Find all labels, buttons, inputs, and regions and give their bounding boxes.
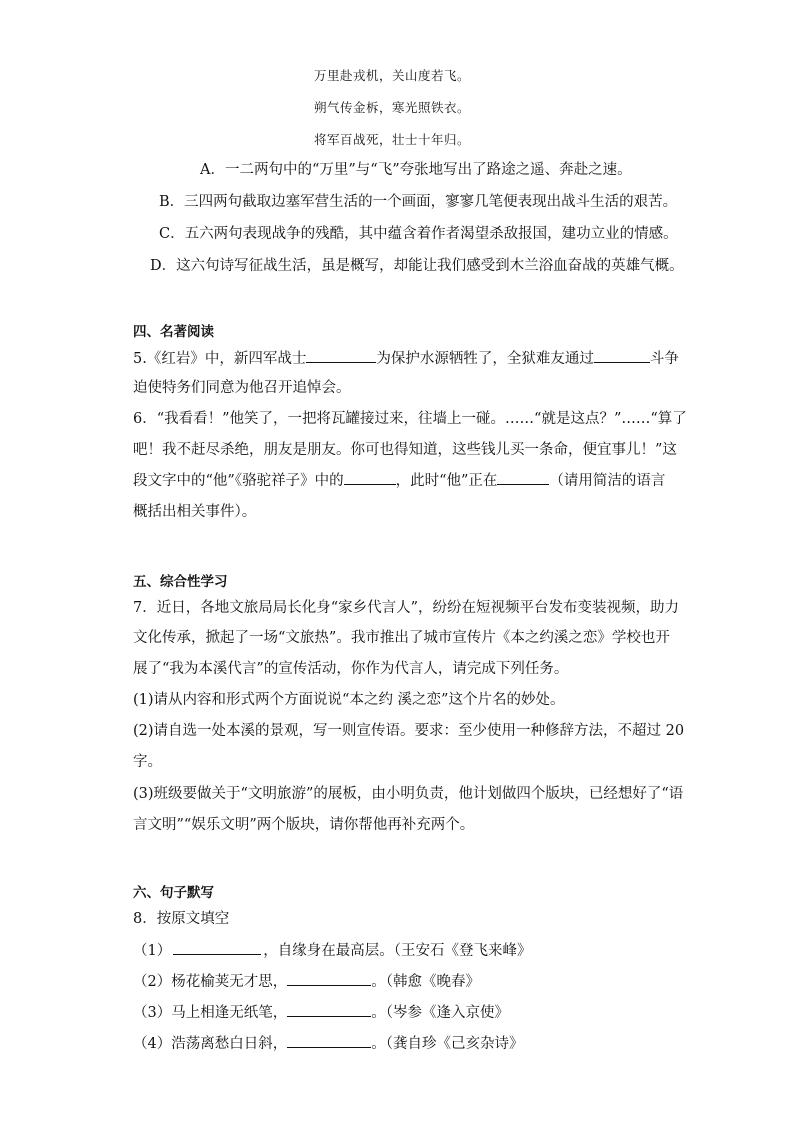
question-5 bbox=[133, 348, 679, 369]
q7-task-3-line-1: (3)班级要做关于“文明旅游”的展板，由小明负责，他计划做四个版块，已经想好了“语 bbox=[133, 786, 684, 802]
option-d: D．这六句诗写征战生活，虽是概写，却能让我们感受到木兰浴血奋战的英雄气概。 bbox=[150, 258, 684, 274]
q5-text-b: 为保护水源牺牲了，全狱难友通过 bbox=[376, 351, 594, 367]
q5-blank-2 bbox=[594, 348, 650, 363]
q8-item-num: （4） bbox=[133, 1036, 172, 1052]
q5-text-c: 斗争 bbox=[649, 351, 679, 367]
q6-line-2: 吧！我不赶尽杀绝，朋友是朋友。你可也得知道，这些钱儿买一条命，便宜事儿！”这 bbox=[133, 442, 677, 458]
q6-line-1: 6．“我看看！”他笑了，一把将瓦罐接过来，往墙上一碰。……“就是这点？”……“算了 bbox=[133, 411, 687, 427]
option-b: B．三四两句截取边塞军营生活的一个画面，寥寥几笔便表现出战斗生活的艰苦。 bbox=[159, 194, 678, 210]
q7-line-3: 展了“我为本溪代言”的宣传活动，你作为代言人，请完成下列任务。 bbox=[133, 661, 569, 677]
q6-text-a: 段文字中的“他”《骆驼祥子》中的 bbox=[133, 473, 344, 489]
q8-blank-1 bbox=[173, 940, 261, 955]
q7-task-3-line-2: 言文明”“娱乐文明”两个版块，请你帮他再补充两个。 bbox=[133, 817, 475, 833]
section-heading-5: 五、综合性学习 bbox=[133, 574, 228, 590]
option-c: C．五六两句表现战争的残酷，其中蕴含着作者渴望杀敌报国，建功立业的情感。 bbox=[159, 226, 678, 242]
q8-item-4 bbox=[133, 1033, 523, 1054]
section-heading-6: 六、句子默写 bbox=[133, 885, 214, 901]
q6-blank-2 bbox=[497, 470, 549, 485]
q8-item-after: 。（韩愈《晚春》 bbox=[371, 974, 480, 990]
q8-item-after: 。（龚自珍《己亥杂诗》 bbox=[371, 1036, 524, 1052]
q8-item-2 bbox=[133, 971, 480, 992]
q5-blank-1 bbox=[306, 348, 376, 363]
q7-task-1: (1)请从内容和形式两个方面说说“本之约 溪之恋”这个片名的妙处。 bbox=[133, 692, 565, 708]
q7-line-1: 7．近日，各地文旅局局长化身“家乡代言人”，纷纷在短视频平台发布变装视频，助力 bbox=[133, 600, 680, 616]
q8-item-num: （3） bbox=[133, 1005, 172, 1021]
q6-line-4: 概括出相关事件）。 bbox=[133, 504, 257, 520]
q8-item-after: ，自缘身在最高层。（王安石《登飞来峰》 bbox=[263, 943, 532, 959]
option-a: A．一二两句中的“万里”与“飞”夸张地写出了路途之遥、奔赴之速。 bbox=[200, 162, 632, 178]
q6-text-b: ，此时“他”正在 bbox=[395, 473, 498, 489]
q7-task-2-line-2: 字。 bbox=[133, 754, 162, 770]
q8-item-1 bbox=[133, 940, 531, 961]
q8-item-num: （2） bbox=[133, 974, 172, 990]
q6-text-c: （请用简洁的语言 bbox=[549, 473, 666, 489]
q6-line-3 bbox=[133, 470, 665, 491]
q8-item-after: 。（岑参《逢入京使》 bbox=[371, 1005, 509, 1021]
q8-item-before: 杨花榆荚无才思， bbox=[171, 974, 288, 990]
q8-item-before: 浩荡离愁白日斜， bbox=[171, 1036, 288, 1052]
poem-line-3: 将军百战死，壮士十年归。 bbox=[314, 132, 471, 147]
poem-line-1: 万里赴戎机，关山度若飞。 bbox=[314, 68, 471, 83]
q7-line-2: 文化传承，掀起了一场“文旅热”。我市推出了城市宣传片《本之约溪之恋》学校也开 bbox=[133, 630, 670, 646]
section-heading-4: 四、名著阅读 bbox=[133, 324, 214, 340]
q8-blank-2 bbox=[287, 971, 371, 986]
q8-blank-4 bbox=[287, 1033, 371, 1048]
poem-line-2: 朔气传金柝，寒光照铁衣。 bbox=[314, 100, 471, 115]
q7-task-2-line-1: (2)请自选一处本溪的景观，写一则宣传语。要求：至少使用一种修辞方法，不超过 20 bbox=[133, 723, 685, 739]
q8-title: 8．按原文填空 bbox=[133, 911, 230, 927]
q8-item-3 bbox=[133, 1002, 509, 1023]
q5-text-a: 5.《红岩》中，新四军战士 bbox=[133, 351, 307, 367]
q5-line-2: 迫使特务们同意为他召开追悼会。 bbox=[133, 380, 351, 396]
q8-item-before: 马上相逢无纸笔， bbox=[171, 1005, 288, 1021]
q8-blank-3 bbox=[287, 1002, 371, 1017]
q6-blank-1 bbox=[344, 470, 396, 485]
q8-item-num: （1） bbox=[133, 943, 172, 959]
